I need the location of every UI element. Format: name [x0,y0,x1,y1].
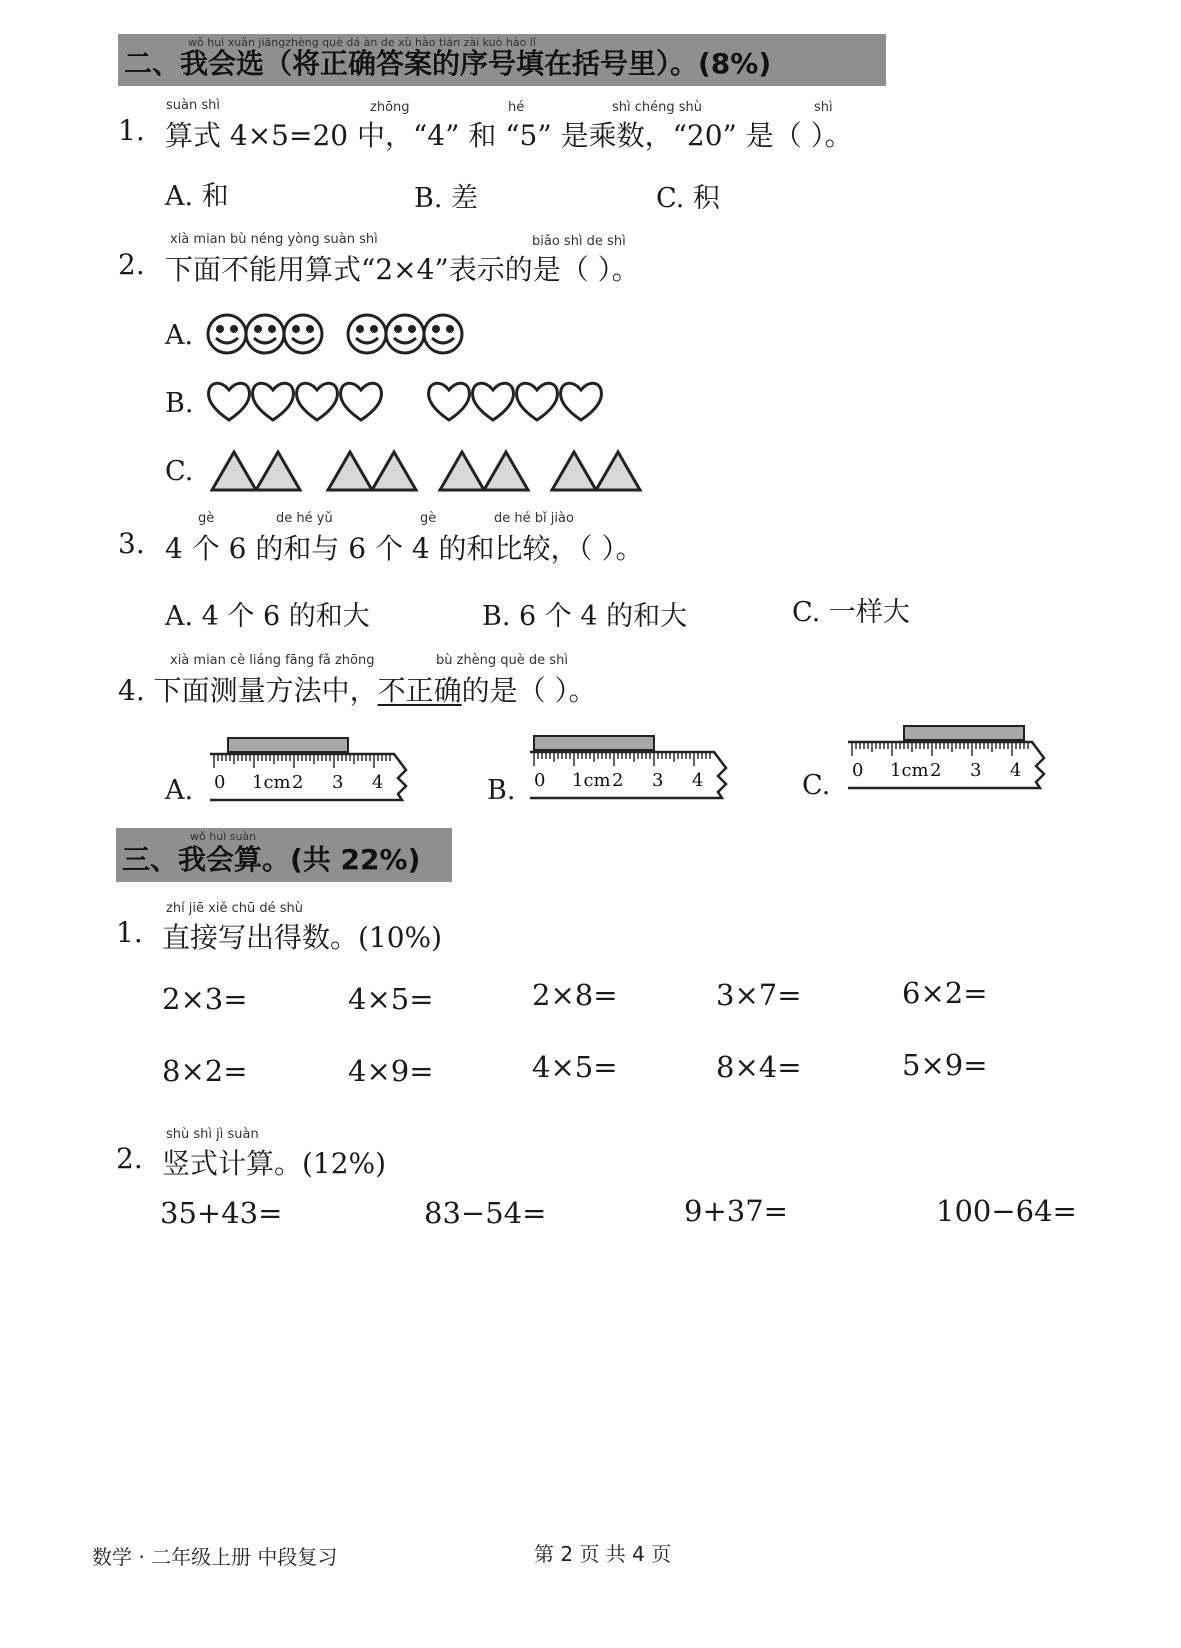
ruler-label: 3 [970,760,982,781]
vertical-calc-item: 83−54= [424,1196,547,1230]
section-2-title: 二、我会选（将正确答案的序号填在括号里）。(8%) [124,47,772,80]
q4-option-b-ruler [528,734,736,806]
s3-q2-number: 2. [116,1142,143,1175]
vertical-calc-item: 35+43= [160,1196,283,1230]
q1-option-b[interactable]: B. 差 [414,183,479,214]
ruler-label: 2 [930,760,942,781]
s3-q1-text: 直接写出得数。(10%) [162,921,443,954]
footer-subject: 数学 · 二年级上册 中段复习 [92,1545,338,1569]
q4-option-b-label[interactable]: B. [487,775,516,806]
ruler-label: 1cm [572,770,611,791]
q4-text-before: 下面测量方法中， [153,674,378,707]
vertical-calc-item: 9+37= [684,1194,788,1228]
q4-question [118,669,597,709]
ruler-label: 4 [692,770,704,791]
q2-option-b-hearts [205,378,625,426]
q1-pinyin-5: shì [814,100,833,115]
s3-q2-pinyin: shù shì jì suàn [166,1127,259,1142]
q1-pinyin-3: hé [508,100,525,115]
calc-item: 2×8= [532,978,618,1012]
q3-option-a[interactable]: A. 4 个 6 的和大 [165,601,370,632]
ruler-label: 3 [652,770,664,791]
q3-option-c[interactable]: C. 一样大 [792,597,910,628]
ruler-label: 0 [214,772,226,793]
q4-option-a-label[interactable]: A. [165,775,194,806]
q2-option-c-triangles [210,448,650,494]
q2-text: 下面不能用算式“2×4”表示的是（ ）。 [165,253,640,286]
section-3-title: 三、我会算。(共 22%) [122,843,421,876]
calc-item: 5×9= [902,1048,988,1082]
ruler-label: 1cm [252,772,291,793]
section-3-header [116,828,452,882]
q4-pinyin-2: bù zhèng què de shì [436,653,568,668]
calc-item: 2×3= [162,982,248,1016]
vertical-calc-item: 100−64= [936,1194,1077,1228]
q1-option-a[interactable]: A. 和 [165,181,229,212]
ruler-label: 4 [372,772,384,793]
s3-q1-number: 1. [116,916,143,949]
calc-item: 4×5= [532,1050,618,1084]
q3-text: 4 个 6 的和与 6 个 4 的和比较，（ ）。 [165,532,644,565]
ruler-label: 0 [534,770,546,791]
footer-page-number: 第 2 页 共 4 页 [534,1542,672,1566]
q3-pinyin-4: de hé bǐ jiào [494,511,574,526]
calc-item: 6×2= [902,976,988,1010]
measured-object-bar [534,736,654,750]
measured-object-bar [228,738,348,752]
measured-object-bar [904,726,1024,740]
q1-number: 1. [118,114,145,147]
q1-pinyin-1: suàn shì [166,98,220,113]
q4-option-a-ruler [208,736,416,808]
ruler-label: 1cm [890,760,929,781]
q2-option-a-label[interactable]: A. [165,320,194,351]
ruler-label: 0 [852,760,864,781]
ruler-label: 2 [612,770,624,791]
q2-option-b-label[interactable]: B. [165,388,194,419]
calc-item: 3×7= [716,978,802,1012]
ruler-label: 4 [1010,760,1022,781]
q3-pinyin-1: gè [198,511,215,526]
calc-item: 8×2= [162,1054,248,1088]
q1-text: 算式 4×5=20 中，“4” 和 “5” 是乘数，“20” 是（ ）。 [165,119,853,152]
section-2-header [118,34,886,86]
q2-pinyin-2: biǎo shì de shì [532,234,626,249]
q4-text-underlined: 不正确 [377,674,462,707]
q4-option-c-ruler [846,724,1054,796]
calc-item: 4×5= [348,982,434,1016]
q1-option-c[interactable]: C. 积 [656,183,720,214]
q1-pinyin-2: zhōng [370,100,410,115]
ruler-label: 2 [292,772,304,793]
section-2-pinyin: wǒ huì xuǎn jiāngzhèng què dá àn de xù hào tián zài kuò hào lǐ [188,36,536,49]
ruler-label: 3 [332,772,344,793]
q3-pinyin-3: gè [420,511,437,526]
q2-option-a-smileys [205,310,485,360]
q4-number: 4. [118,674,145,707]
q2-number: 2. [118,248,145,281]
calc-item: 4×9= [348,1054,434,1088]
s3-q2-text: 竖式计算。(12%) [162,1147,387,1180]
q4-text-after: 的是（ ）。 [461,674,597,707]
q3-option-b[interactable]: B. 6 个 4 的和大 [482,601,688,632]
q1-pinyin-4: shì chéng shù [612,100,703,115]
q2-option-c-label[interactable]: C. [165,456,194,487]
q3-number: 3. [118,527,145,560]
section-3-pinyin: wǒ huì suàn [190,830,257,843]
q4-pinyin-1: xià mian cè liáng fāng fǎ zhōng [170,653,375,668]
q4-option-c-label[interactable]: C. [802,770,831,801]
q3-pinyin-2: de hé yǔ [276,511,333,526]
calc-item: 8×4= [716,1050,802,1084]
s3-q1-pinyin: zhí jiē xiě chū dé shù [166,901,303,916]
q2-pinyin-1: xià mian bù néng yòng suàn shì [170,232,378,247]
